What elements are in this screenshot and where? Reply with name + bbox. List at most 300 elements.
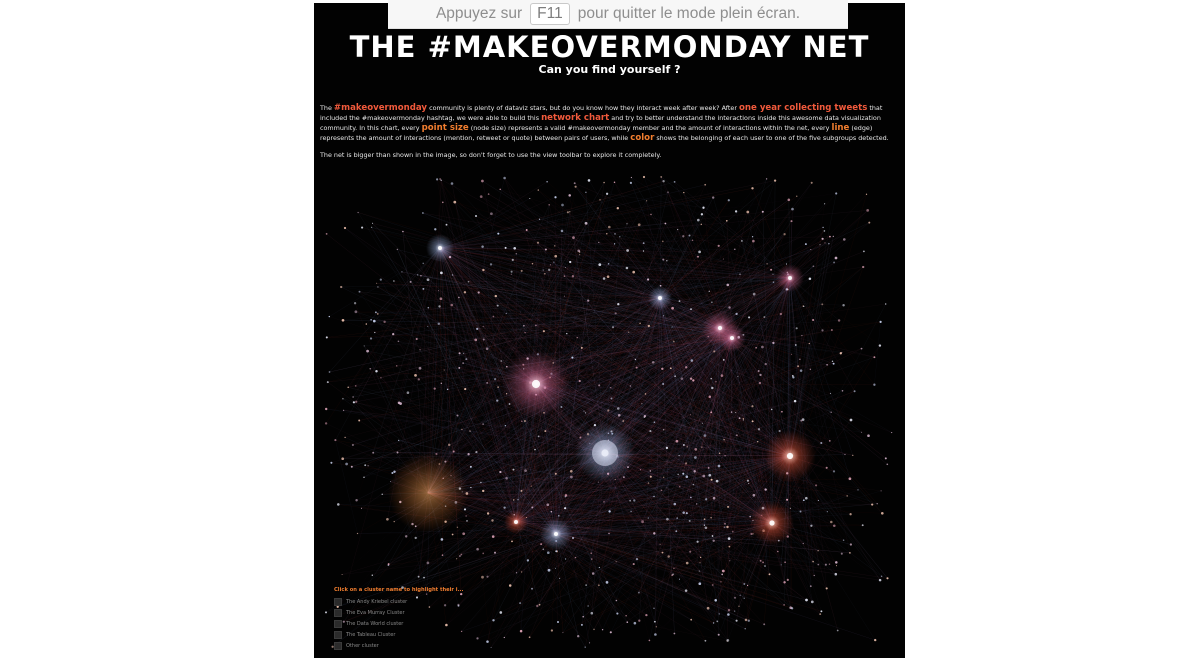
network-node[interactable] bbox=[731, 411, 732, 412]
network-node[interactable] bbox=[739, 274, 740, 275]
network-node[interactable] bbox=[386, 518, 389, 521]
network-node[interactable] bbox=[638, 592, 640, 594]
network-node[interactable] bbox=[654, 421, 656, 423]
network-node[interactable] bbox=[544, 273, 546, 275]
network-node[interactable] bbox=[833, 261, 835, 263]
network-node[interactable] bbox=[662, 259, 664, 261]
network-node[interactable] bbox=[598, 242, 599, 243]
network-node[interactable] bbox=[843, 539, 845, 541]
network-node[interactable] bbox=[376, 283, 377, 284]
network-node[interactable] bbox=[796, 327, 798, 329]
network-node[interactable] bbox=[544, 430, 546, 432]
network-node[interactable] bbox=[833, 236, 834, 237]
network-node[interactable] bbox=[696, 541, 698, 543]
network-node[interactable] bbox=[599, 567, 600, 568]
network-node[interactable] bbox=[611, 398, 613, 400]
network-node[interactable] bbox=[791, 208, 794, 211]
network-node[interactable] bbox=[329, 371, 331, 373]
network-node[interactable] bbox=[363, 476, 365, 478]
network-node[interactable] bbox=[593, 629, 595, 631]
network-node[interactable] bbox=[721, 374, 724, 377]
network-node[interactable] bbox=[704, 525, 705, 526]
network-node[interactable] bbox=[561, 204, 564, 207]
network-node[interactable] bbox=[577, 249, 580, 252]
network-node[interactable] bbox=[676, 440, 679, 443]
network-node[interactable] bbox=[626, 267, 629, 270]
network-node[interactable] bbox=[745, 619, 748, 622]
network-node[interactable] bbox=[710, 517, 711, 518]
network-node[interactable] bbox=[748, 483, 749, 484]
network-node[interactable] bbox=[440, 297, 443, 300]
network-node[interactable] bbox=[582, 616, 584, 618]
network-node[interactable] bbox=[662, 383, 664, 385]
network-node[interactable] bbox=[446, 224, 448, 226]
network-node[interactable] bbox=[499, 189, 500, 190]
network-node[interactable] bbox=[752, 420, 754, 422]
network-node[interactable] bbox=[392, 333, 394, 335]
network-node[interactable] bbox=[812, 561, 814, 563]
network-node[interactable] bbox=[476, 328, 478, 330]
network-node[interactable] bbox=[653, 532, 655, 534]
network-node[interactable] bbox=[482, 553, 484, 555]
network-node[interactable] bbox=[342, 574, 343, 575]
network-node[interactable] bbox=[588, 179, 591, 182]
network-node[interactable] bbox=[833, 470, 835, 472]
network-node[interactable] bbox=[666, 487, 667, 488]
network-node[interactable] bbox=[506, 313, 507, 314]
network-node[interactable] bbox=[758, 428, 760, 430]
network-node[interactable] bbox=[743, 583, 745, 585]
network-node[interactable] bbox=[571, 357, 573, 359]
network-node[interactable] bbox=[520, 490, 522, 492]
network-node[interactable] bbox=[861, 348, 863, 350]
network-node[interactable] bbox=[547, 551, 550, 554]
network-node[interactable] bbox=[711, 301, 713, 303]
network-node[interactable] bbox=[374, 332, 375, 333]
network-node[interactable] bbox=[769, 573, 771, 575]
network-node[interactable] bbox=[587, 299, 589, 301]
network-node[interactable] bbox=[815, 484, 817, 486]
network-node[interactable] bbox=[447, 389, 448, 390]
network-node[interactable] bbox=[654, 633, 657, 636]
network-node[interactable] bbox=[539, 219, 540, 220]
network-node[interactable] bbox=[784, 561, 786, 563]
network-node[interactable] bbox=[826, 467, 828, 469]
network-node[interactable] bbox=[464, 388, 466, 390]
network-node[interactable] bbox=[701, 447, 702, 448]
network-node[interactable] bbox=[719, 453, 721, 455]
network-node[interactable] bbox=[492, 535, 495, 538]
network-node[interactable] bbox=[327, 381, 329, 383]
network-node[interactable] bbox=[490, 212, 493, 215]
network-node[interactable] bbox=[565, 496, 566, 497]
network-node[interactable] bbox=[517, 499, 518, 500]
network-node[interactable] bbox=[762, 562, 764, 564]
network-node[interactable] bbox=[380, 377, 381, 378]
network-node[interactable] bbox=[513, 247, 516, 250]
network-node[interactable] bbox=[476, 548, 479, 551]
network-node[interactable] bbox=[759, 374, 761, 376]
network-node[interactable] bbox=[771, 409, 773, 411]
network-node[interactable] bbox=[521, 571, 522, 572]
network-node[interactable] bbox=[738, 606, 739, 607]
network-node[interactable] bbox=[735, 313, 737, 315]
network-node[interactable] bbox=[677, 474, 679, 476]
network-node[interactable] bbox=[452, 274, 453, 275]
network-node[interactable] bbox=[587, 605, 588, 606]
network-node[interactable] bbox=[726, 220, 728, 222]
network-node[interactable] bbox=[708, 474, 711, 477]
network-node[interactable] bbox=[704, 640, 706, 642]
network-node[interactable] bbox=[843, 238, 846, 241]
network-node[interactable] bbox=[713, 622, 714, 623]
network-node[interactable] bbox=[536, 605, 538, 607]
network-node[interactable] bbox=[734, 249, 736, 251]
network-node[interactable] bbox=[849, 477, 852, 480]
network-node[interactable] bbox=[690, 377, 692, 379]
network-node[interactable] bbox=[475, 451, 477, 453]
network-node[interactable] bbox=[780, 313, 782, 315]
network-node[interactable] bbox=[513, 499, 515, 501]
network-node[interactable] bbox=[796, 196, 797, 197]
network-node[interactable] bbox=[732, 531, 734, 533]
network-node[interactable] bbox=[561, 230, 564, 233]
network-node[interactable] bbox=[524, 420, 526, 422]
network-node[interactable] bbox=[540, 543, 542, 545]
network-node[interactable] bbox=[555, 568, 556, 569]
network-node[interactable] bbox=[325, 611, 327, 613]
network-node[interactable] bbox=[564, 275, 565, 276]
network-node[interactable] bbox=[705, 498, 707, 500]
network-node[interactable] bbox=[758, 370, 760, 372]
network-node[interactable] bbox=[470, 487, 471, 488]
network-node[interactable] bbox=[572, 236, 575, 239]
network-node[interactable] bbox=[803, 306, 804, 307]
network-node[interactable] bbox=[708, 467, 710, 469]
network-node[interactable] bbox=[585, 192, 586, 193]
network-node[interactable] bbox=[817, 564, 819, 566]
network-node[interactable] bbox=[682, 235, 684, 237]
network-node[interactable] bbox=[457, 415, 459, 417]
network-node[interactable] bbox=[693, 470, 695, 472]
network-node[interactable] bbox=[622, 420, 624, 422]
network-node[interactable] bbox=[438, 305, 440, 307]
network-node[interactable] bbox=[439, 178, 441, 180]
network-node[interactable] bbox=[616, 561, 617, 562]
network-node[interactable] bbox=[636, 558, 638, 560]
network-node[interactable] bbox=[619, 236, 620, 237]
network-node[interactable] bbox=[790, 220, 792, 222]
network-node[interactable] bbox=[873, 356, 875, 358]
network-node[interactable] bbox=[329, 316, 330, 317]
network-node[interactable] bbox=[337, 503, 340, 506]
network-node[interactable] bbox=[482, 269, 484, 271]
network-node[interactable] bbox=[846, 495, 848, 497]
network-node[interactable] bbox=[448, 444, 450, 446]
network-node[interactable] bbox=[734, 597, 736, 599]
network-node[interactable] bbox=[567, 211, 569, 213]
network-node[interactable] bbox=[674, 503, 677, 506]
network-node[interactable] bbox=[866, 209, 869, 212]
network-node[interactable] bbox=[361, 227, 363, 229]
network-node[interactable] bbox=[704, 184, 706, 186]
network-node[interactable] bbox=[699, 571, 700, 572]
network-node[interactable] bbox=[831, 412, 832, 413]
network-node[interactable] bbox=[842, 390, 844, 392]
network-node[interactable] bbox=[537, 242, 539, 244]
network-node[interactable] bbox=[715, 381, 716, 382]
network-node[interactable] bbox=[819, 244, 820, 245]
network-node[interactable] bbox=[820, 610, 822, 612]
network-node[interactable] bbox=[863, 251, 865, 253]
network-node[interactable] bbox=[712, 584, 714, 586]
network-node[interactable] bbox=[666, 260, 667, 261]
network-node[interactable] bbox=[554, 255, 557, 258]
network-node[interactable] bbox=[671, 307, 674, 310]
network-node[interactable] bbox=[626, 249, 629, 252]
network-node[interactable] bbox=[521, 421, 523, 423]
network-node[interactable] bbox=[647, 278, 649, 280]
network-node[interactable] bbox=[572, 275, 574, 277]
network-node[interactable] bbox=[635, 359, 636, 360]
network-node[interactable] bbox=[478, 291, 480, 293]
network-node[interactable] bbox=[747, 585, 748, 586]
network-node[interactable] bbox=[645, 393, 647, 395]
network-hub-node[interactable] bbox=[787, 453, 793, 459]
network-node[interactable] bbox=[551, 511, 553, 513]
network-node[interactable] bbox=[382, 494, 383, 495]
network-node[interactable] bbox=[548, 204, 550, 206]
network-node[interactable] bbox=[676, 517, 678, 519]
network-node[interactable] bbox=[513, 469, 515, 471]
network-node[interactable] bbox=[483, 339, 485, 341]
network-node[interactable] bbox=[550, 264, 551, 265]
network-node[interactable] bbox=[824, 230, 826, 232]
network-node[interactable] bbox=[836, 565, 837, 566]
network-node[interactable] bbox=[774, 179, 776, 181]
network-node[interactable] bbox=[779, 430, 781, 432]
network-node[interactable] bbox=[523, 325, 525, 327]
network-node[interactable] bbox=[458, 367, 460, 369]
network-node[interactable] bbox=[761, 346, 764, 349]
network-node[interactable] bbox=[649, 430, 651, 432]
network-node[interactable] bbox=[626, 621, 628, 623]
network-node[interactable] bbox=[842, 304, 844, 306]
network-node[interactable] bbox=[724, 455, 725, 456]
network-node[interactable] bbox=[711, 479, 713, 481]
network-node[interactable] bbox=[652, 361, 655, 364]
network-node[interactable] bbox=[357, 212, 358, 213]
legend-item-other[interactable] bbox=[334, 641, 534, 652]
network-node[interactable] bbox=[452, 534, 454, 536]
network-node[interactable] bbox=[663, 476, 665, 478]
network-node[interactable] bbox=[709, 291, 710, 292]
network-node[interactable] bbox=[719, 613, 720, 614]
network-node[interactable] bbox=[453, 201, 456, 204]
network-node[interactable] bbox=[810, 369, 811, 370]
network-node[interactable] bbox=[603, 277, 606, 280]
network-node[interactable] bbox=[614, 181, 616, 183]
network-node[interactable] bbox=[777, 551, 779, 553]
network-node[interactable] bbox=[866, 194, 867, 195]
network-node[interactable] bbox=[355, 385, 357, 387]
network-node[interactable] bbox=[850, 543, 852, 545]
network-node[interactable] bbox=[752, 236, 753, 237]
network-node[interactable] bbox=[481, 245, 484, 248]
network-node[interactable] bbox=[616, 600, 618, 602]
network-hub-node[interactable] bbox=[592, 440, 618, 466]
network-node[interactable] bbox=[701, 224, 702, 225]
network-node[interactable] bbox=[838, 319, 840, 321]
network-node[interactable] bbox=[821, 329, 823, 331]
network-node[interactable] bbox=[364, 464, 366, 466]
network-node[interactable] bbox=[826, 364, 828, 366]
network-node[interactable] bbox=[577, 337, 578, 338]
network-node[interactable] bbox=[422, 212, 424, 214]
network-node[interactable] bbox=[827, 511, 828, 512]
network-node[interactable] bbox=[690, 619, 692, 621]
network-node[interactable] bbox=[835, 257, 838, 260]
network-node[interactable] bbox=[481, 180, 484, 183]
network-node[interactable] bbox=[661, 489, 663, 491]
network-node[interactable] bbox=[797, 365, 799, 367]
network-node[interactable] bbox=[750, 533, 752, 535]
network-node[interactable] bbox=[766, 178, 767, 179]
network-node[interactable] bbox=[873, 384, 875, 386]
network-node[interactable] bbox=[370, 337, 372, 339]
network-node[interactable] bbox=[800, 511, 802, 513]
network-node[interactable] bbox=[663, 315, 664, 316]
network-node[interactable] bbox=[557, 621, 559, 623]
network-node[interactable] bbox=[534, 449, 536, 451]
network-node[interactable] bbox=[692, 239, 694, 241]
network-node[interactable] bbox=[569, 261, 571, 263]
network-node[interactable] bbox=[743, 419, 744, 420]
network-node[interactable] bbox=[592, 572, 595, 575]
network-node[interactable] bbox=[434, 228, 436, 230]
network-node[interactable] bbox=[407, 391, 410, 394]
network-node[interactable] bbox=[505, 477, 508, 480]
network-node[interactable] bbox=[633, 499, 635, 501]
network-node[interactable] bbox=[682, 473, 684, 475]
network-node[interactable] bbox=[704, 434, 707, 437]
network-node[interactable] bbox=[648, 482, 650, 484]
network-node[interactable] bbox=[410, 281, 412, 283]
network-node[interactable] bbox=[686, 475, 689, 478]
network-node[interactable] bbox=[686, 512, 688, 514]
network-graph[interactable] bbox=[320, 168, 900, 658]
network-node[interactable] bbox=[372, 223, 373, 224]
network-node[interactable] bbox=[810, 525, 812, 527]
network-node[interactable] bbox=[728, 609, 730, 611]
network-node[interactable] bbox=[394, 521, 395, 522]
network-node[interactable] bbox=[662, 240, 664, 242]
network-node[interactable] bbox=[818, 550, 819, 551]
network-node[interactable] bbox=[693, 484, 695, 486]
network-node[interactable] bbox=[661, 368, 663, 370]
network-node[interactable] bbox=[524, 469, 527, 472]
network-node[interactable] bbox=[511, 271, 513, 273]
network-node[interactable] bbox=[634, 622, 637, 625]
network-node[interactable] bbox=[643, 250, 644, 251]
network-node[interactable] bbox=[511, 274, 512, 275]
network-node[interactable] bbox=[364, 345, 365, 346]
network-node[interactable] bbox=[453, 451, 455, 453]
network-node[interactable] bbox=[369, 368, 370, 369]
network-node[interactable] bbox=[353, 401, 355, 403]
network-node[interactable] bbox=[554, 245, 555, 246]
network-node[interactable] bbox=[686, 446, 688, 448]
network-node[interactable] bbox=[631, 177, 632, 178]
network-node[interactable] bbox=[344, 227, 346, 229]
network-node[interactable] bbox=[370, 319, 372, 321]
network-node[interactable] bbox=[493, 316, 495, 318]
network-node[interactable] bbox=[849, 513, 851, 515]
network-node[interactable] bbox=[809, 343, 810, 344]
network-node[interactable] bbox=[722, 570, 725, 573]
network-node[interactable] bbox=[724, 526, 726, 528]
network-node[interactable] bbox=[677, 229, 678, 230]
network-node[interactable] bbox=[825, 564, 827, 566]
network-node[interactable] bbox=[575, 186, 577, 188]
network-node[interactable] bbox=[398, 340, 400, 342]
network-node[interactable] bbox=[673, 633, 675, 635]
network-node[interactable] bbox=[636, 367, 638, 369]
network-node[interactable] bbox=[831, 329, 833, 331]
legend-item-data-world[interactable] bbox=[334, 618, 534, 629]
network-node[interactable] bbox=[396, 365, 397, 366]
network-node[interactable] bbox=[354, 302, 356, 304]
network-node[interactable] bbox=[488, 193, 490, 195]
network-node[interactable] bbox=[427, 562, 430, 565]
network-node[interactable] bbox=[728, 199, 730, 201]
network-node[interactable] bbox=[681, 377, 684, 380]
network-node[interactable] bbox=[441, 538, 444, 541]
network-node[interactable] bbox=[786, 499, 788, 501]
network-node[interactable] bbox=[490, 263, 492, 265]
network-node[interactable] bbox=[788, 199, 791, 202]
network-node[interactable] bbox=[482, 423, 484, 425]
network-node[interactable] bbox=[762, 211, 764, 213]
network-node[interactable] bbox=[626, 223, 627, 224]
network-node[interactable] bbox=[752, 240, 755, 243]
network-node[interactable] bbox=[405, 535, 407, 537]
network-node[interactable] bbox=[728, 537, 731, 540]
network-node[interactable] bbox=[566, 333, 567, 334]
network-node[interactable] bbox=[791, 354, 792, 355]
network-node[interactable] bbox=[555, 473, 557, 475]
network-node[interactable] bbox=[371, 227, 372, 228]
network-node[interactable] bbox=[538, 189, 539, 190]
network-node[interactable] bbox=[830, 393, 831, 394]
network-node[interactable] bbox=[564, 507, 566, 509]
network-node[interactable] bbox=[783, 233, 785, 235]
network-node[interactable] bbox=[441, 383, 442, 384]
network-node[interactable] bbox=[805, 599, 808, 602]
network-node[interactable] bbox=[482, 490, 484, 492]
network-node[interactable] bbox=[464, 291, 466, 293]
network-node[interactable] bbox=[645, 614, 647, 616]
network-hub-node[interactable] bbox=[730, 336, 734, 340]
network-node[interactable] bbox=[689, 551, 691, 553]
network-node[interactable] bbox=[718, 465, 721, 468]
network-node[interactable] bbox=[532, 263, 533, 264]
network-node[interactable] bbox=[728, 306, 730, 308]
network-node[interactable] bbox=[877, 503, 878, 504]
network-node[interactable] bbox=[496, 399, 498, 401]
network-node[interactable] bbox=[555, 550, 557, 552]
network-node[interactable] bbox=[881, 576, 883, 578]
